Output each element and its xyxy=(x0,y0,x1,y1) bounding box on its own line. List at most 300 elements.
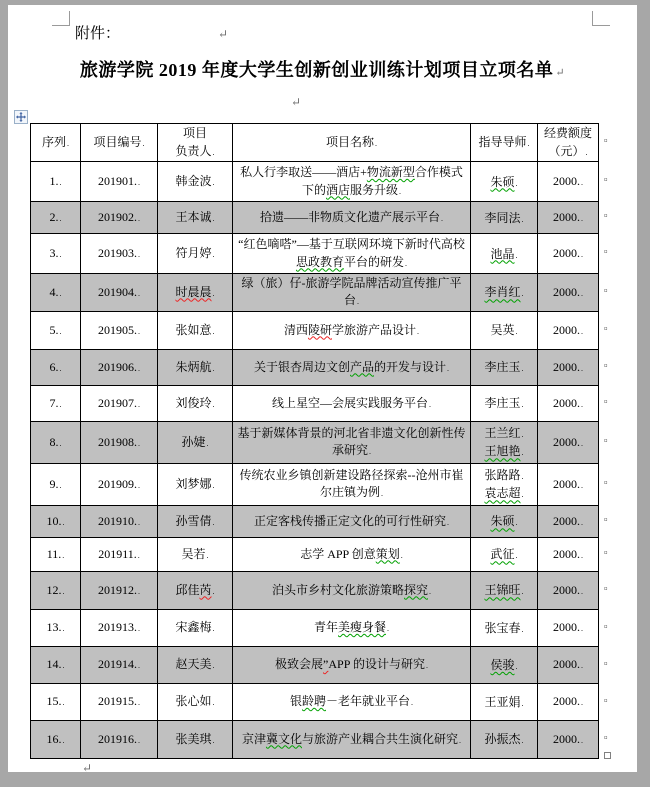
cell-text: 6. xyxy=(49,359,59,374)
cell-leader[interactable] xyxy=(158,609,233,646)
cell-project-name[interactable] xyxy=(233,162,471,202)
cell-end-mark: . xyxy=(137,550,140,560)
table-row xyxy=(31,646,599,683)
cell-text: 201905. xyxy=(98,322,137,337)
cell-text: 私人行李取送——酒店+ xyxy=(240,165,367,180)
advisor-line xyxy=(473,484,535,502)
cell-text: 201901. xyxy=(98,173,137,188)
cell-project-name[interactable] xyxy=(233,537,471,571)
cell-project-name[interactable] xyxy=(233,571,471,609)
page-title: 旅游学院 2019 年度大学生创新创业训练计划项目立项名单 xyxy=(79,60,554,80)
misspelled-text-green: 朱硕 xyxy=(490,514,515,529)
cell-text: 银 xyxy=(289,694,302,709)
paragraph-mark: ↵ xyxy=(218,27,229,41)
cell-project-code[interactable] xyxy=(81,720,158,758)
cell-text: 线上星空—会展实践服务平台 xyxy=(271,395,428,410)
cell-text: 201916. xyxy=(98,731,137,746)
cell-project-code[interactable] xyxy=(81,537,158,571)
cell-end-mark: . xyxy=(59,288,62,298)
move-cross-icon xyxy=(16,112,26,122)
cell-text: 7. xyxy=(49,395,59,410)
cell-leader[interactable] xyxy=(158,234,233,274)
cell-text: 8. xyxy=(49,434,59,449)
cell-seq[interactable] xyxy=(31,720,81,758)
cell-end-mark: . xyxy=(138,249,140,259)
cell-project-name[interactable] xyxy=(233,609,471,646)
cell-fund[interactable] xyxy=(538,202,599,234)
cell-text: 201910. xyxy=(98,513,137,528)
cell-text: APP 的设计与研究 xyxy=(328,657,425,672)
misspelled-text-green: 策划 xyxy=(375,546,400,561)
misspelled-text-green: 龄聘 xyxy=(301,694,326,709)
misspelled-text-green: 侯骏 xyxy=(490,657,515,672)
cell-end-mark: . xyxy=(521,448,524,458)
cell-end-mark: . xyxy=(527,138,530,148)
cell-text: 孙雪倩 xyxy=(175,513,212,528)
cell-text: 张心如 xyxy=(175,694,212,709)
cell-seq[interactable] xyxy=(31,571,81,609)
cell-text: 15. xyxy=(46,694,62,709)
cell-text: 王亚娟 xyxy=(484,694,521,709)
advisor-line xyxy=(473,466,535,484)
cell-end-mark: . xyxy=(62,550,65,560)
cell-fund[interactable] xyxy=(538,609,599,646)
cell-advisor[interactable] xyxy=(471,274,538,312)
cell-end-mark: . xyxy=(405,258,408,268)
cell-end-mark: . xyxy=(381,489,383,499)
cell-leader[interactable] xyxy=(158,571,233,609)
cell-fund[interactable] xyxy=(538,234,599,274)
cell-text: 张宝春 xyxy=(484,620,521,635)
cell-end-mark: . xyxy=(581,550,583,560)
cell-advisor[interactable] xyxy=(471,609,538,646)
cell-text: 学旅游产品设计 xyxy=(332,322,417,337)
cell-project-name[interactable] xyxy=(233,683,471,720)
cell-end-mark: . xyxy=(581,624,583,634)
cell-text: 2000. xyxy=(553,620,580,635)
advisor-line xyxy=(473,245,535,263)
cell-seq[interactable] xyxy=(31,234,81,274)
cell-advisor[interactable] xyxy=(471,421,538,463)
cell-end-mark: . xyxy=(581,661,583,671)
cell-project-name[interactable] xyxy=(233,385,471,421)
cell-text: 2000. xyxy=(553,513,580,528)
cell-end-mark: . xyxy=(138,438,140,448)
cell-project-code[interactable] xyxy=(81,311,158,349)
cell-text: 宋鑫梅 xyxy=(175,620,212,635)
cell-project-code[interactable] xyxy=(81,571,158,609)
column-header-0[interactable] xyxy=(31,124,81,162)
cell-text: 张如意 xyxy=(175,322,212,337)
cell-end-mark: . xyxy=(357,297,359,307)
cell-end-mark: . xyxy=(62,735,65,745)
cell-end-mark: . xyxy=(59,177,62,187)
advisor-line xyxy=(473,619,535,637)
advisor-line xyxy=(473,173,535,191)
cell-text: 201908. xyxy=(98,434,137,449)
cell-project-code[interactable] xyxy=(81,609,158,646)
cell-leader[interactable] xyxy=(158,683,233,720)
cell-text: 拾遗——非物质文化遗产展示平台 xyxy=(259,209,440,224)
cell-end-mark: . xyxy=(521,364,524,374)
table-row xyxy=(31,421,599,463)
table-resize-handle[interactable] xyxy=(604,752,611,759)
column-header-label: 经费额度 xyxy=(543,126,592,141)
cell-seq[interactable] xyxy=(31,385,81,421)
cell-text: 基于新媒体背景的河北省非遗文化创新性传承研究 xyxy=(237,425,466,458)
misspelled-text-green: 池晶 xyxy=(490,246,515,261)
attachment-label: 附件： xyxy=(75,26,121,42)
cell-text: 201904. xyxy=(98,284,137,299)
cell-project-code[interactable] xyxy=(81,463,158,505)
paragraph-mark: ↵ xyxy=(291,95,302,109)
cell-text: 201907. xyxy=(98,395,137,410)
cell-project-name[interactable] xyxy=(233,720,471,758)
cell-fund[interactable] xyxy=(538,571,599,609)
cell-project-name[interactable] xyxy=(233,463,471,505)
row-end-mark: ¤ xyxy=(604,287,608,295)
advisor-line xyxy=(473,321,535,339)
cell-end-mark: . xyxy=(59,249,62,259)
cell-text: 泊头市乡村文化旅游策略 xyxy=(271,582,404,597)
document-title-line xyxy=(8,56,637,82)
cell-text: 13. xyxy=(46,620,62,635)
cell-text: 与旅游产业耦合共生演化研究 xyxy=(302,731,459,746)
cell-advisor[interactable] xyxy=(471,234,538,274)
cell-end-mark: . xyxy=(206,438,209,448)
cell-text: 刘俊玲 xyxy=(175,395,212,410)
cell-project-name[interactable] xyxy=(233,505,471,537)
cell-advisor[interactable] xyxy=(471,162,538,202)
misspelled-text-green: 朱硕 xyxy=(490,174,515,189)
row-end-mark: ¤ xyxy=(604,659,608,668)
cell-seq[interactable] xyxy=(31,202,81,234)
cell-text: 16. xyxy=(46,731,62,746)
cell-leader[interactable] xyxy=(158,274,233,312)
cell-text: 201902. xyxy=(98,209,137,224)
cell-leader[interactable] xyxy=(158,646,233,683)
cell-advisor[interactable] xyxy=(471,349,538,385)
cell-project-code[interactable] xyxy=(81,274,158,312)
cell-text: 2. xyxy=(49,209,59,224)
table-row xyxy=(31,683,599,720)
cell-text: 2000. xyxy=(553,322,580,337)
cell-text: 2000. xyxy=(553,657,580,672)
cell-text: 朱炳航 xyxy=(175,359,212,374)
misspelled-text-green: 思政教育 xyxy=(295,254,344,269)
cell-advisor[interactable] xyxy=(471,646,538,683)
cell-advisor[interactable] xyxy=(471,683,538,720)
cell-seq[interactable] xyxy=(31,463,81,505)
column-header-5[interactable] xyxy=(538,124,599,162)
cell-end-mark: . xyxy=(447,517,449,527)
cell-project-name[interactable] xyxy=(233,421,471,463)
table-row xyxy=(31,537,599,571)
cell-project-code[interactable] xyxy=(81,234,158,274)
header-row xyxy=(31,124,599,162)
cell-seq[interactable] xyxy=(31,609,81,646)
cell-end-mark: . xyxy=(521,289,524,299)
cell-project-name[interactable] xyxy=(233,202,471,234)
cell-end-mark: . xyxy=(138,326,140,336)
cell-seq[interactable] xyxy=(31,274,81,312)
cell-fund[interactable] xyxy=(538,537,599,571)
cell-leader[interactable] xyxy=(158,720,233,758)
cell-project-code[interactable] xyxy=(81,505,158,537)
cell-end-mark: . xyxy=(59,438,62,448)
column-header-label: 项目编号 xyxy=(93,134,142,149)
misspelled-text-red: ” xyxy=(323,657,329,672)
row-end-mark: ¤ xyxy=(604,696,608,705)
margin-crop-mark-top-left xyxy=(52,11,70,26)
cell-project-code[interactable] xyxy=(81,385,158,421)
margin-crop-mark-top-right xyxy=(592,11,610,26)
cell-fund[interactable] xyxy=(538,385,599,421)
cell-fund[interactable] xyxy=(538,646,599,683)
row-end-mark: ¤ xyxy=(604,248,608,256)
cell-advisor[interactable] xyxy=(471,385,538,421)
cell-end-mark: . xyxy=(212,480,215,490)
cell-end-mark: . xyxy=(399,186,402,196)
cell-text: 201912. xyxy=(98,582,137,597)
cell-end-mark: . xyxy=(138,177,140,187)
misspelled-text-green: 探究 xyxy=(404,582,429,597)
cell-project-code[interactable] xyxy=(81,202,158,234)
cell-advisor[interactable] xyxy=(471,571,538,609)
cell-end-mark: . xyxy=(515,661,518,671)
cell-text: 吴英 xyxy=(490,323,515,338)
cell-text: －老年就业平台 xyxy=(326,694,411,709)
cell-end-mark: . xyxy=(138,735,140,745)
cell-end-mark: . xyxy=(581,326,583,336)
cell-text: 张路路 xyxy=(484,468,521,483)
cell-end-mark: . xyxy=(212,586,215,596)
cell-end-mark: . xyxy=(138,698,140,708)
cell-end-mark: . xyxy=(212,735,215,745)
cell-seq[interactable] xyxy=(31,505,81,537)
cell-fund[interactable] xyxy=(538,720,599,758)
cell-fund[interactable] xyxy=(538,311,599,349)
advisor-line xyxy=(473,209,535,227)
cell-advisor[interactable] xyxy=(471,202,538,234)
column-header-3[interactable] xyxy=(233,124,471,162)
misspelled-text-red: 时晨晨 xyxy=(175,284,212,299)
advisor-line xyxy=(473,512,535,530)
cell-seq[interactable] xyxy=(31,162,81,202)
column-header-2[interactable] xyxy=(158,124,233,162)
cell-text: 赵天美 xyxy=(175,657,212,672)
advisor-line xyxy=(473,545,535,563)
cell-end-mark: . xyxy=(441,213,443,223)
cell-text: 5. xyxy=(49,322,59,337)
cell-end-mark: . xyxy=(212,288,215,298)
advisor-line xyxy=(473,656,535,674)
cell-end-mark: . xyxy=(400,550,403,560)
cell-advisor[interactable] xyxy=(471,537,538,571)
cell-text: 201906. xyxy=(98,359,137,374)
advisor-line xyxy=(473,394,535,412)
cell-end-mark: . xyxy=(62,661,65,671)
cell-project-name[interactable] xyxy=(233,274,471,312)
cell-seq[interactable] xyxy=(31,311,81,349)
cell-leader[interactable] xyxy=(158,311,233,349)
cell-project-code[interactable] xyxy=(81,421,158,463)
cell-text: 孙振杰 xyxy=(484,732,521,747)
cell-end-mark: . xyxy=(521,214,524,224)
cell-text: 李庄玉 xyxy=(484,396,521,411)
cell-advisor[interactable] xyxy=(471,505,538,537)
misspelled-text-green: 产品 xyxy=(349,359,374,374)
cell-fund[interactable] xyxy=(538,683,599,720)
cell-end-mark: . xyxy=(59,326,62,336)
advisor-line xyxy=(473,442,535,460)
cell-fund[interactable] xyxy=(538,162,599,202)
misspelled-text-red: 陵研 xyxy=(307,322,332,337)
cell-text: 极致会展 xyxy=(275,657,324,672)
row-end-mark: ¤ xyxy=(604,622,608,631)
cell-seq[interactable] xyxy=(31,421,81,463)
table-row xyxy=(31,571,599,609)
word-page[interactable] xyxy=(8,5,637,775)
cell-text: 李同法 xyxy=(484,210,521,225)
cell-project-code[interactable] xyxy=(81,646,158,683)
cell-text: 201903. xyxy=(98,245,137,260)
cell-project-name[interactable] xyxy=(233,646,471,683)
cell-leader[interactable] xyxy=(158,385,233,421)
row-end-mark: ¤ xyxy=(604,137,608,145)
row-end-mark: ¤ xyxy=(604,398,608,406)
cell-end-mark: . xyxy=(417,326,420,336)
cell-advisor[interactable] xyxy=(471,463,538,505)
column-header-label: （元） xyxy=(548,143,585,158)
cell-end-mark: . xyxy=(581,480,583,490)
cell-project-code[interactable] xyxy=(81,683,158,720)
table-row xyxy=(31,202,599,234)
cell-end-mark: . xyxy=(429,586,432,596)
cell-end-mark: . xyxy=(521,698,524,708)
misspelled-text-green: 王旭艳 xyxy=(484,444,521,459)
cell-end-mark: . xyxy=(212,399,215,409)
misspelled-text-green: 冀文化 xyxy=(265,731,302,746)
cell-end-mark: . xyxy=(581,586,583,596)
cell-text: 201915. xyxy=(98,694,137,709)
cell-end-mark: . xyxy=(447,363,450,373)
advisor-line xyxy=(473,358,535,376)
cell-end-mark: . xyxy=(62,624,65,634)
table-row xyxy=(31,385,599,421)
cell-project-name[interactable] xyxy=(233,349,471,385)
cell-end-mark: . xyxy=(521,587,524,597)
cell-leader[interactable] xyxy=(158,162,233,202)
cell-end-mark: . xyxy=(138,288,140,298)
cell-project-name[interactable] xyxy=(233,234,471,274)
column-header-label: 序列 xyxy=(41,134,66,149)
cell-end-mark: . xyxy=(375,138,377,148)
row-end-mark: ¤ xyxy=(604,585,608,593)
cell-end-mark: . xyxy=(212,213,215,223)
cell-leader[interactable] xyxy=(158,421,233,463)
column-header-label: 项目名称 xyxy=(325,134,374,149)
cell-end-mark: . xyxy=(459,735,462,745)
cell-seq[interactable] xyxy=(31,349,81,385)
cell-project-code[interactable] xyxy=(81,162,158,202)
cell-text: 王兰红 xyxy=(484,426,521,441)
cell-text: 传统农业乡镇创新建设路径探索--沧州市崔尔庄镇为例 xyxy=(239,467,464,500)
cell-fund[interactable] xyxy=(538,505,599,537)
cell-end-mark: . xyxy=(138,399,140,409)
cell-text: 2000. xyxy=(553,731,580,746)
row-end-mark: ¤ xyxy=(604,212,608,220)
cell-project-name[interactable] xyxy=(233,311,471,349)
row-end-mark: ¤ xyxy=(604,516,608,524)
cell-text: 201913. xyxy=(98,620,137,635)
cell-text: 李庄玉 xyxy=(484,360,521,375)
cell-seq[interactable] xyxy=(31,646,81,683)
cell-end-mark: . xyxy=(212,249,215,259)
cell-leader[interactable] xyxy=(158,537,233,571)
cell-fund[interactable] xyxy=(538,274,599,312)
cell-text: 201911. xyxy=(98,546,137,561)
cell-end-mark: . xyxy=(62,517,65,527)
misspelled-text-green: 王锦旺 xyxy=(484,583,521,598)
cell-end-mark: . xyxy=(521,400,524,410)
cell-text: 清西 xyxy=(283,322,308,337)
cell-text: 刘梦娜 xyxy=(175,476,212,491)
table-move-handle[interactable] xyxy=(14,110,28,124)
cell-end-mark: . xyxy=(142,138,145,148)
cell-advisor[interactable] xyxy=(471,720,538,758)
cell-end-mark: . xyxy=(581,213,583,223)
cell-end-mark: . xyxy=(585,147,588,157)
cell-end-mark: . xyxy=(212,624,215,634)
column-header-label: 项目 xyxy=(182,126,207,141)
cell-text: 关于银杏周边文创 xyxy=(253,359,350,374)
column-header-1[interactable] xyxy=(81,124,158,162)
cell-seq[interactable] xyxy=(31,537,81,571)
column-header-4[interactable] xyxy=(471,124,538,162)
cell-end-mark: . xyxy=(425,661,428,671)
advisor-line xyxy=(473,424,535,442)
cell-text: 韩金波 xyxy=(175,173,212,188)
advisor-line xyxy=(473,283,535,301)
cell-leader[interactable] xyxy=(158,505,233,537)
cell-leader[interactable] xyxy=(158,202,233,234)
cell-end-mark: . xyxy=(59,213,62,223)
cell-leader[interactable] xyxy=(158,463,233,505)
cell-end-mark: . xyxy=(387,624,390,634)
cell-end-mark: . xyxy=(521,624,524,634)
cell-text: 正定客栈传播正定文化的可行性研究 xyxy=(253,513,446,528)
cell-project-code[interactable] xyxy=(81,349,158,385)
cell-end-mark: . xyxy=(59,480,62,490)
cell-end-mark: . xyxy=(521,472,524,482)
cell-end-mark: . xyxy=(581,399,583,409)
misspelled-text-red: 芮 xyxy=(199,582,212,597)
cell-end-mark: . xyxy=(515,178,518,188)
cell-text: 2000. xyxy=(553,476,580,491)
misspelled-text-green: 武征 xyxy=(490,547,515,562)
cell-fund[interactable] xyxy=(538,463,599,505)
cell-seq[interactable] xyxy=(31,683,81,720)
misspelled-text-green: 袁志超 xyxy=(484,486,521,501)
cell-advisor[interactable] xyxy=(471,311,538,349)
cell-end-mark: . xyxy=(581,698,583,708)
cell-fund[interactable] xyxy=(538,421,599,463)
cell-fund[interactable] xyxy=(538,349,599,385)
cell-leader[interactable] xyxy=(158,349,233,385)
row-end-mark: ¤ xyxy=(604,176,608,184)
cell-text: 京津 xyxy=(241,731,266,746)
